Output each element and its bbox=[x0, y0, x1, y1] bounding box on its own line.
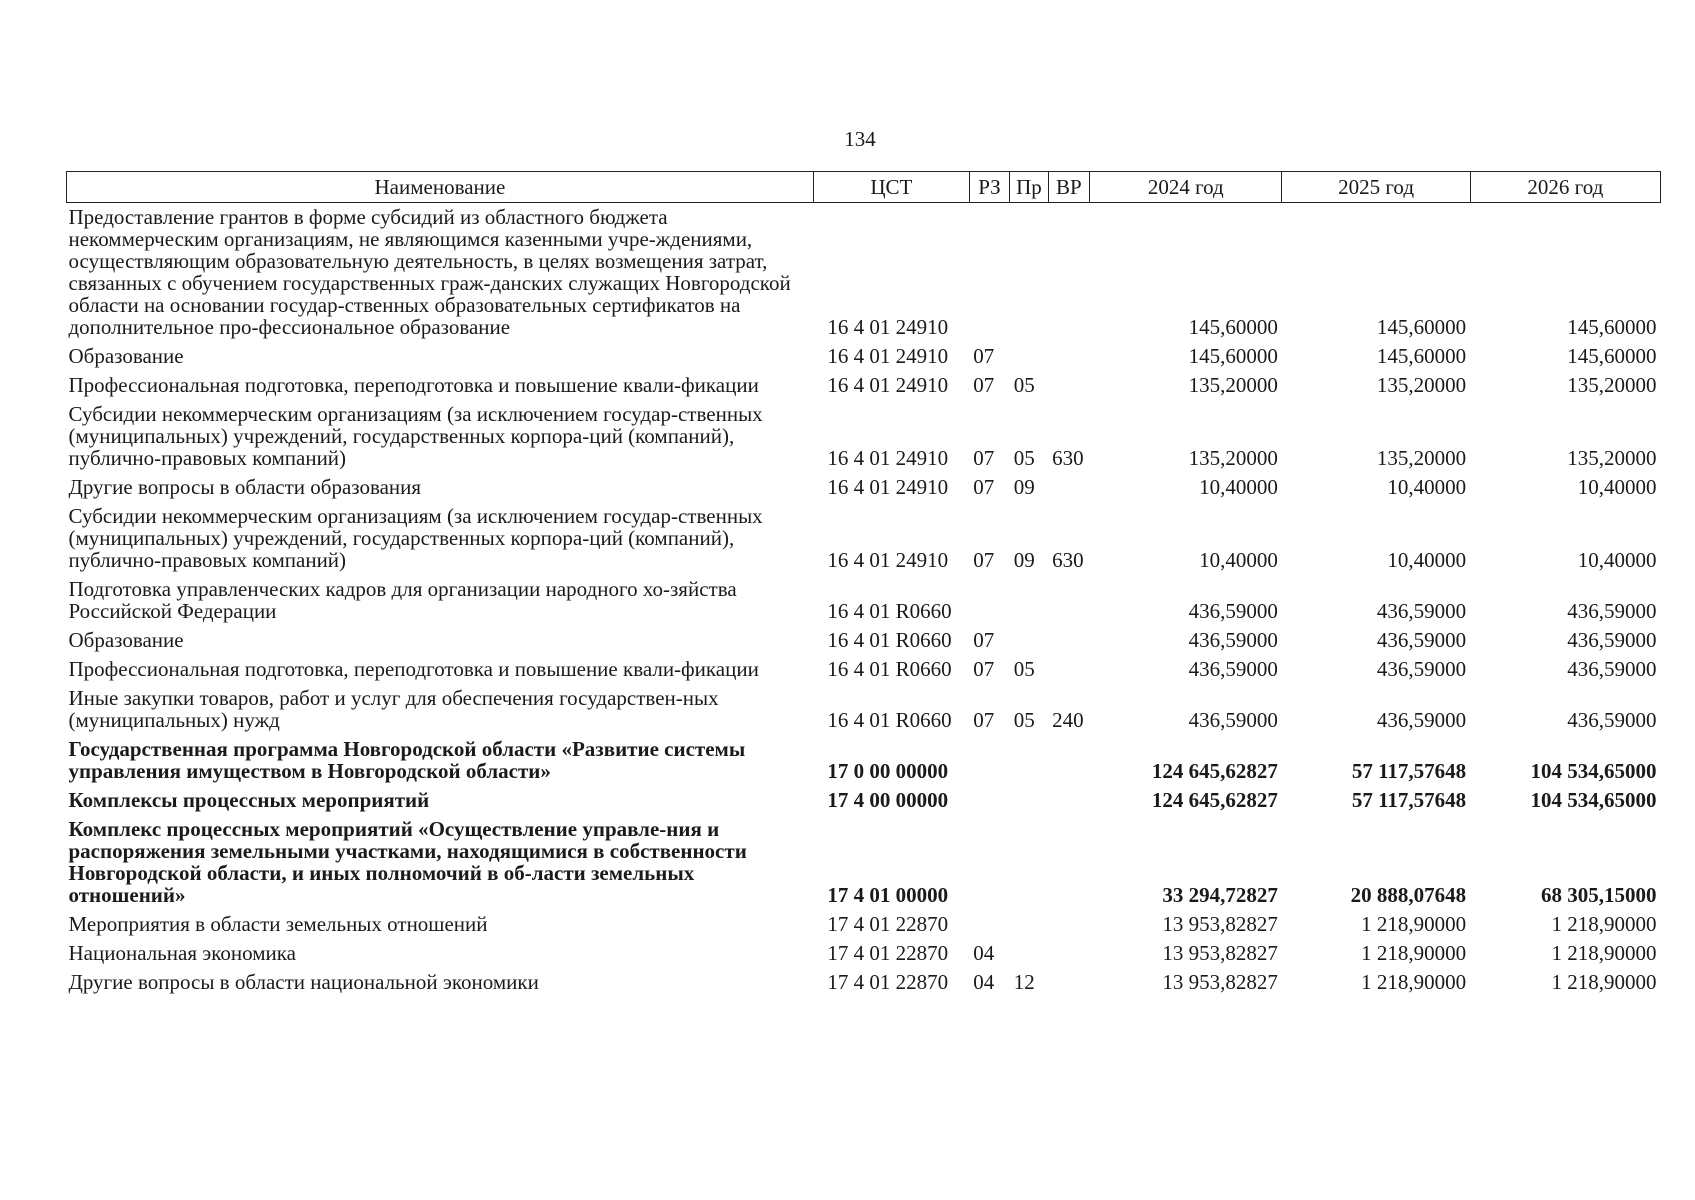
table-row bbox=[67, 342, 1661, 371]
row-cst: 16 4 01 24910 bbox=[827, 373, 949, 397]
table-row bbox=[67, 910, 1661, 939]
row-2024: 33 294,72827 bbox=[1162, 883, 1278, 907]
row-pr bbox=[1010, 910, 1048, 939]
row-name: Подготовка управленческих кадров для организации народного хо-зяйства Российской Федерации bbox=[68, 577, 737, 623]
row-2024: 436,59000 bbox=[1188, 657, 1278, 681]
row-cst: 16 4 01 24910 bbox=[827, 344, 949, 368]
header-pr: Пр bbox=[1010, 172, 1048, 203]
row-name: Другие вопросы в области образования bbox=[68, 475, 422, 499]
row-2024: 135,20000 bbox=[1188, 373, 1278, 397]
row-2026: 10,40000 bbox=[1577, 475, 1657, 499]
header-2026: 2026 год bbox=[1470, 172, 1660, 203]
row-cst: 16 4 01 R0660 bbox=[827, 628, 952, 652]
row-2025: 145,60000 bbox=[1376, 344, 1467, 368]
row-name: Профессиональная подготовка, переподготовка и повышение квали-фикации bbox=[68, 657, 759, 681]
row-rz: 07 bbox=[973, 344, 995, 368]
row-2024: 436,59000 bbox=[1188, 599, 1278, 623]
row-pr: 05 bbox=[1013, 446, 1035, 470]
row-vr bbox=[1048, 786, 1089, 815]
row-pr: 12 bbox=[1013, 970, 1035, 994]
row-2026: 104 534,65000 bbox=[1530, 788, 1657, 812]
row-cst: 17 4 01 22870 bbox=[827, 941, 949, 965]
row-rz: 07 bbox=[973, 657, 995, 681]
row-cst: 16 4 01 R0660 bbox=[827, 708, 952, 732]
table-row bbox=[67, 575, 1661, 626]
row-pr: 09 bbox=[1013, 548, 1035, 572]
row-2024: 436,59000 bbox=[1188, 628, 1278, 652]
row-name: Комплексы процессных мероприятий bbox=[68, 788, 430, 812]
row-vr bbox=[1048, 655, 1089, 684]
row-2025: 436,59000 bbox=[1376, 657, 1467, 681]
row-cst: 17 4 01 00000 bbox=[827, 883, 949, 907]
row-2024: 13 953,82827 bbox=[1162, 941, 1278, 965]
table-row bbox=[67, 786, 1661, 815]
budget-table bbox=[66, 171, 1661, 997]
table-row bbox=[67, 655, 1661, 684]
header-rz: РЗ bbox=[969, 172, 1009, 203]
row-vr: 630 bbox=[1052, 548, 1084, 572]
row-name: Другие вопросы в области национальной экономики bbox=[68, 970, 539, 994]
row-2025: 1 218,90000 bbox=[1361, 941, 1467, 965]
row-2026: 145,60000 bbox=[1567, 344, 1657, 368]
row-rz: 04 bbox=[973, 970, 995, 994]
row-rz bbox=[969, 910, 1009, 939]
row-rz: 07 bbox=[973, 446, 995, 470]
table-row bbox=[67, 968, 1661, 997]
table-header-row bbox=[67, 172, 1661, 203]
row-2025: 436,59000 bbox=[1376, 628, 1467, 652]
row-name: Образование bbox=[68, 344, 184, 368]
row-pr bbox=[1010, 342, 1048, 371]
row-rz: 07 bbox=[973, 475, 995, 499]
header-2024: 2024 год bbox=[1090, 172, 1282, 203]
row-rz bbox=[969, 575, 1009, 626]
page-number: 134 bbox=[844, 127, 876, 151]
row-vr bbox=[1048, 626, 1089, 655]
row-rz bbox=[969, 815, 1009, 910]
row-rz: 07 bbox=[973, 628, 995, 652]
row-2026: 135,20000 bbox=[1567, 373, 1657, 397]
row-vr bbox=[1048, 910, 1089, 939]
row-2026: 436,59000 bbox=[1567, 657, 1657, 681]
table-row bbox=[67, 502, 1661, 575]
row-2024: 124 645,62827 bbox=[1151, 788, 1278, 812]
row-cst: 17 0 00 00000 bbox=[827, 759, 949, 783]
row-name: Государственная программа Новгородской области «Развитие системы управления имуществом в Новгородской области» bbox=[68, 737, 746, 783]
row-2025: 135,20000 bbox=[1376, 446, 1467, 470]
header-name: Наименование bbox=[67, 172, 814, 203]
row-2024: 436,59000 bbox=[1188, 708, 1278, 732]
row-cst: 16 4 01 24910 bbox=[827, 475, 949, 499]
row-2026: 436,59000 bbox=[1567, 628, 1657, 652]
row-rz bbox=[969, 786, 1009, 815]
row-vr bbox=[1048, 473, 1089, 502]
row-2025: 436,59000 bbox=[1376, 599, 1467, 623]
row-2024: 135,20000 bbox=[1188, 446, 1278, 470]
row-vr bbox=[1048, 203, 1089, 343]
row-vr bbox=[1048, 939, 1089, 968]
row-vr bbox=[1048, 735, 1089, 786]
row-2026: 1 218,90000 bbox=[1551, 941, 1657, 965]
row-2024: 124 645,62827 bbox=[1151, 759, 1278, 783]
row-2024: 10,40000 bbox=[1199, 475, 1278, 499]
row-2024: 10,40000 bbox=[1199, 548, 1278, 572]
table-row bbox=[67, 203, 1661, 343]
row-2026: 135,20000 bbox=[1567, 446, 1657, 470]
row-2024: 145,60000 bbox=[1188, 344, 1278, 368]
row-cst: 16 4 01 R0660 bbox=[827, 599, 952, 623]
row-2025: 436,59000 bbox=[1376, 708, 1467, 732]
row-2026: 1 218,90000 bbox=[1551, 970, 1657, 994]
table-row bbox=[67, 684, 1661, 735]
row-name: Профессиональная подготовка, переподготовка и повышение квали-фикации bbox=[68, 373, 759, 397]
row-vr bbox=[1048, 371, 1089, 400]
row-2025: 20 888,07648 bbox=[1350, 883, 1467, 907]
row-name: Иные закупки товаров, работ и услуг для обеспечения государствен-ных (муниципальных) нужд bbox=[68, 686, 719, 732]
row-pr bbox=[1010, 203, 1048, 343]
table-row bbox=[67, 815, 1661, 910]
row-cst: 16 4 01 24910 bbox=[827, 315, 949, 339]
table-row bbox=[67, 400, 1661, 473]
row-cst: 17 4 00 00000 bbox=[827, 788, 949, 812]
row-cst: 17 4 01 22870 bbox=[827, 912, 949, 936]
row-2026: 10,40000 bbox=[1577, 548, 1657, 572]
table-row bbox=[67, 939, 1661, 968]
row-2025: 10,40000 bbox=[1387, 475, 1467, 499]
row-pr bbox=[1010, 815, 1048, 910]
row-2025: 10,40000 bbox=[1387, 548, 1467, 572]
row-2025: 135,20000 bbox=[1376, 373, 1467, 397]
row-vr bbox=[1048, 575, 1089, 626]
row-2024: 13 953,82827 bbox=[1162, 912, 1278, 936]
table-row bbox=[67, 735, 1661, 786]
row-rz bbox=[969, 735, 1009, 786]
row-2025: 57 117,57648 bbox=[1351, 788, 1467, 812]
header-2025: 2025 год bbox=[1282, 172, 1470, 203]
row-2025: 1 218,90000 bbox=[1361, 970, 1467, 994]
row-pr bbox=[1010, 626, 1048, 655]
row-pr: 05 bbox=[1013, 708, 1035, 732]
row-rz: 07 bbox=[973, 373, 995, 397]
row-pr bbox=[1010, 735, 1048, 786]
row-pr bbox=[1010, 575, 1048, 626]
row-rz: 07 bbox=[973, 708, 995, 732]
row-2026: 1 218,90000 bbox=[1551, 912, 1657, 936]
row-2026: 436,59000 bbox=[1567, 599, 1657, 623]
row-2024: 145,60000 bbox=[1188, 315, 1278, 339]
table-row bbox=[67, 371, 1661, 400]
row-pr bbox=[1010, 786, 1048, 815]
row-vr bbox=[1048, 815, 1089, 910]
row-cst: 16 4 01 24910 bbox=[827, 548, 949, 572]
row-name: Предоставление грантов в форме субсидий из областного бюджета некоммерческим организациям, не являющимся казенными учре-ждениями, осуществляющим образовательную деятельность, в целях возмещения затрат, связанных с обучением государственных граж-данских служащих Новгородской области на основании государ-ственных образовательных сертификатов на дополнительное про-фессиональное образование bbox=[68, 205, 791, 339]
row-name: Национальная экономика bbox=[68, 941, 296, 965]
row-rz: 07 bbox=[973, 548, 995, 572]
row-2025: 57 117,57648 bbox=[1351, 759, 1467, 783]
row-2026: 436,59000 bbox=[1567, 708, 1657, 732]
row-vr: 240 bbox=[1052, 708, 1084, 732]
header-vr: ВР bbox=[1048, 172, 1089, 203]
header-cst: ЦСТ bbox=[813, 172, 969, 203]
row-2026: 145,60000 bbox=[1567, 315, 1657, 339]
row-2026: 104 534,65000 bbox=[1530, 759, 1657, 783]
row-2025: 1 218,90000 bbox=[1361, 912, 1467, 936]
row-pr: 09 bbox=[1013, 475, 1035, 499]
row-vr: 630 bbox=[1052, 446, 1084, 470]
row-name: Субсидии некоммерческим организациям (за исключением государ-ственных (муниципальных) учреждений, государственных корпора-ций (компаний), публично-правовых компаний) bbox=[68, 402, 763, 470]
row-cst: 16 4 01 24910 bbox=[827, 446, 949, 470]
row-cst: 17 4 01 22870 bbox=[827, 970, 949, 994]
row-name: Образование bbox=[68, 628, 184, 652]
row-cst: 16 4 01 R0660 bbox=[827, 657, 952, 681]
row-rz bbox=[969, 203, 1009, 343]
row-vr bbox=[1048, 968, 1089, 997]
row-2025: 145,60000 bbox=[1376, 315, 1467, 339]
row-vr bbox=[1048, 342, 1089, 371]
row-name: Субсидии некоммерческим организациям (за исключением государ-ственных (муниципальных) учреждений, государственных корпора-ций (компаний), публично-правовых компаний) bbox=[68, 504, 763, 572]
table-body bbox=[67, 203, 1661, 998]
row-2024: 13 953,82827 bbox=[1162, 970, 1278, 994]
row-pr: 05 bbox=[1013, 373, 1035, 397]
row-name: Мероприятия в области земельных отношений bbox=[68, 912, 488, 936]
row-name: Комплекс процессных мероприятий «Осуществление управле-ния и распоряжения земельными участками, находящимися в собственности Новгородской области, и иных полномочий в об-ласти земельных отношений» bbox=[68, 817, 747, 907]
row-2026: 68 305,15000 bbox=[1541, 883, 1657, 907]
row-pr bbox=[1010, 939, 1048, 968]
row-rz: 04 bbox=[973, 941, 995, 965]
table-row bbox=[67, 473, 1661, 502]
row-pr: 05 bbox=[1013, 657, 1035, 681]
table-row bbox=[67, 626, 1661, 655]
